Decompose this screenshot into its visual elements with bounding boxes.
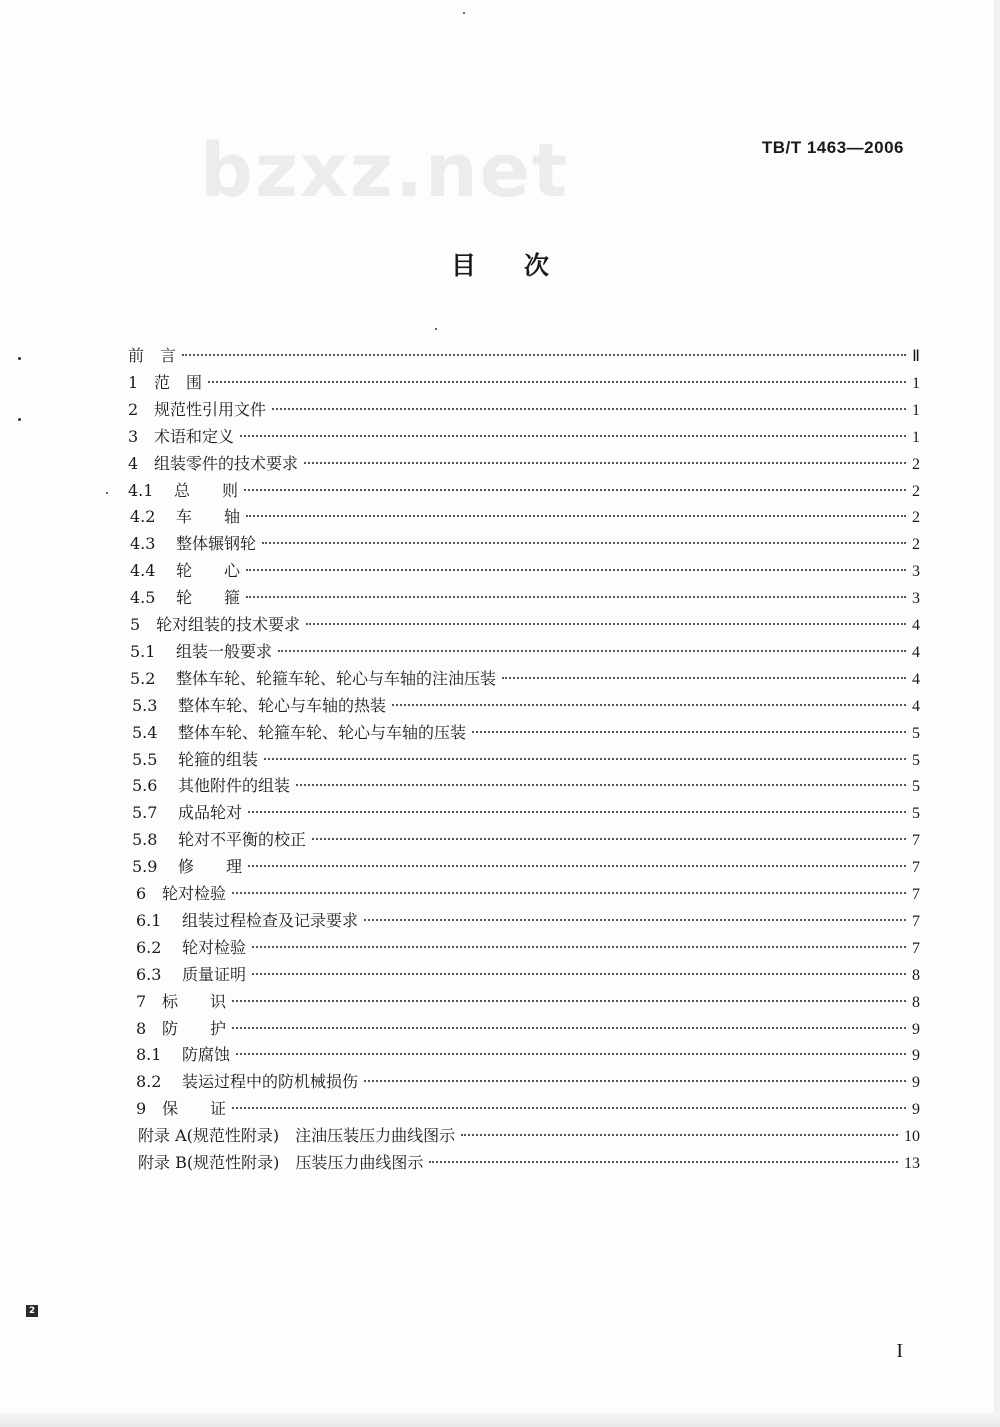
toc-entry: [136, 1042, 920, 1068]
toc-entry-page: Ⅱ: [912, 348, 920, 365]
toc-entry: [132, 773, 920, 799]
scan-edge-bottom: [0, 1413, 1000, 1427]
toc-dot-leader: [232, 1107, 906, 1109]
toc-dot-leader: [244, 489, 906, 491]
toc-entry: [128, 370, 920, 396]
toc-entry-number: 4.5: [130, 588, 156, 607]
toc-entry-number: 5.8: [132, 830, 158, 849]
toc-dot-leader: [248, 811, 906, 813]
toc-dot-leader: [306, 623, 906, 625]
toc-entry-page: 2: [912, 509, 920, 526]
toc-dot-leader: [246, 569, 906, 571]
toc-entry-page: 1: [912, 375, 920, 392]
toc-entry-number: 1: [128, 373, 139, 392]
toc-entry: [138, 1123, 920, 1149]
toc-dot-leader: [272, 408, 906, 410]
toc-dot-leader: [472, 731, 906, 733]
toc-entry-title: 整体车轮、轮箍车轮、轮心与车轴的注油压装: [176, 669, 497, 688]
toc-entry: [130, 585, 920, 611]
toc-entry-title: 轮箍的组装: [178, 750, 259, 769]
toc-entry-title: 质量证明: [182, 965, 247, 984]
toc-entry-page: 3: [912, 563, 920, 580]
toc-entry-number: 4.4: [130, 561, 156, 580]
toc-entry-page: 7: [912, 913, 920, 930]
toc-dot-leader: [364, 919, 906, 921]
toc-entry-number: 6.2: [136, 938, 162, 957]
toc-entry-title: 轮 心: [176, 561, 241, 580]
toc-dot-leader: [232, 892, 906, 894]
toc-entry-page: 4: [912, 671, 920, 688]
toc-entry-number: 5.2: [130, 669, 156, 688]
toc-entry-number: 2: [128, 400, 139, 419]
toc-entry-title: 轮 箍: [176, 588, 241, 607]
toc-entry-title: 组装一般要求: [176, 642, 273, 661]
toc-entry-page: 1: [912, 429, 920, 446]
toc-entry-number: 5.4: [132, 723, 158, 742]
toc-entry-title: 轮对组装的技术要求: [156, 615, 301, 634]
toc-entry-page: 9: [912, 1021, 920, 1038]
toc-entry: [128, 343, 920, 369]
toc-entry-page: 4: [912, 698, 920, 715]
watermark: bzxz.net: [200, 128, 570, 214]
toc-dot-leader: [246, 515, 906, 517]
toc-entry: [128, 424, 920, 450]
toc-entry-page: 13: [904, 1155, 920, 1172]
toc-entry-page: 2: [912, 483, 920, 500]
toc-entry: [132, 720, 920, 746]
toc-entry-number: 7: [136, 992, 147, 1011]
toc-entry: [130, 612, 920, 638]
toc-entry-page: 7: [912, 886, 920, 903]
toc-entry: [130, 639, 920, 665]
toc-dot-leader: [461, 1134, 898, 1136]
toc-entry-number: 5.3: [132, 696, 158, 715]
toc-entry-number: 4.2: [130, 507, 156, 526]
toc-entry-title: 标 识: [162, 992, 227, 1011]
toc-entry-page: 2: [912, 456, 920, 473]
toc-entry: [132, 747, 920, 773]
toc-entry: [130, 504, 920, 530]
toc-dot-leader: [246, 596, 906, 598]
toc-entry-page: 9: [912, 1074, 920, 1091]
toc-entry: [136, 881, 920, 907]
toc-entry-number: 5.5: [132, 750, 158, 769]
toc-entry-title: 轮对检验: [162, 884, 227, 903]
page-number: I: [896, 1340, 903, 1362]
toc-entry: [132, 854, 920, 880]
toc-entry-title: 组装零件的技术要求: [154, 454, 299, 473]
toc-entry-title: 修 理: [178, 857, 243, 876]
toc-dot-leader: [208, 381, 906, 383]
toc-entry-title: 前 言: [128, 346, 177, 365]
toc-dot-leader: [232, 1027, 906, 1029]
toc-entry: [136, 908, 920, 934]
toc-entry-title: 规范性引用文件: [154, 400, 267, 419]
toc-entry-number: 5: [130, 615, 141, 634]
toc-entry-number: 8.1: [136, 1045, 162, 1064]
toc-dot-leader: [252, 946, 906, 948]
toc-entry-page: 4: [912, 617, 920, 634]
toc-entry: [130, 531, 920, 557]
toc-entry-page: 9: [912, 1101, 920, 1118]
scan-edge-right: [994, 0, 1000, 1427]
toc-entry: [132, 693, 920, 719]
toc-entry-title: 保 证: [162, 1099, 227, 1118]
toc-dot-leader: [312, 838, 906, 840]
toc-entry-title: 整体车轮、轮箍车轮、轮心与车轴的压装: [178, 723, 467, 742]
toc-entry-page: 3: [912, 590, 920, 607]
toc-dot-leader: [392, 704, 906, 706]
toc-entry: [128, 478, 920, 504]
toc-entry-title: 装运过程中的防机械损伤: [182, 1072, 359, 1091]
toc-entry-title: 整体车轮、轮心与车轴的热装: [178, 696, 387, 715]
toc-entry: [132, 800, 920, 826]
toc-entry: [130, 666, 920, 692]
corner-mark: 2: [26, 1305, 38, 1317]
toc-entry: [136, 962, 920, 988]
scan-speck: [106, 492, 108, 494]
toc-entry-title: 轮对不平衡的校正: [178, 830, 307, 849]
standard-number: TB/T 1463—2006: [761, 138, 904, 157]
toc-entry-title: 轮对检验: [182, 938, 247, 957]
toc-entry-title: 附录 A(规范性附录) 注油压装压力曲线图示: [138, 1126, 456, 1145]
toc-entry-title: 组装过程检查及记录要求: [182, 911, 359, 930]
toc-entry-page: 5: [912, 725, 920, 742]
toc-entry-page: 5: [912, 752, 920, 769]
toc-entry-page: 7: [912, 832, 920, 849]
toc-entry-number: 5.6: [132, 776, 158, 795]
toc-entry-page: 5: [912, 805, 920, 822]
toc-entry-number: 5.1: [130, 642, 156, 661]
toc-entry-title: 车 轴: [176, 507, 241, 526]
scan-speck: [463, 12, 465, 14]
toc-entry-number: 6.1: [136, 911, 162, 930]
toc-entry-number: 3: [128, 427, 139, 446]
page-title: 目次: [450, 251, 597, 280]
scan-speck: [18, 418, 21, 421]
toc-entry-page: 4: [912, 644, 920, 661]
toc-dot-leader: [236, 1053, 906, 1055]
toc-entry: [128, 451, 920, 477]
toc-entry: [136, 935, 920, 961]
toc-entry-number: 6: [136, 884, 147, 903]
toc-entry-number: 4.3: [130, 534, 156, 553]
toc-entry-number: 5.9: [132, 857, 158, 876]
toc-entry-title: 其他附件的组装: [178, 776, 291, 795]
toc-dot-leader: [264, 758, 906, 760]
toc-dot-leader: [429, 1161, 898, 1163]
toc-entry-number: 4: [128, 454, 139, 473]
toc-entry-page: 10: [904, 1128, 920, 1145]
toc-entry-number: 9: [136, 1099, 147, 1118]
toc-entry-title: 整体辗钢轮: [176, 534, 257, 553]
scan-speck: [435, 328, 437, 330]
toc-entry-number: 6.3: [136, 965, 162, 984]
toc-entry-title: 防腐蚀: [182, 1045, 231, 1064]
toc-dot-leader: [278, 650, 906, 652]
toc-entry-page: 8: [912, 967, 920, 984]
toc-entry: [128, 397, 920, 423]
toc-entry-title: 术语和定义: [154, 427, 235, 446]
toc-dot-leader: [252, 973, 906, 975]
toc-entry-title: 范 围: [154, 373, 203, 392]
toc-entry: [136, 1016, 920, 1042]
toc-entry-number: 4.1: [128, 481, 154, 500]
toc-entry-page: 5: [912, 778, 920, 795]
toc-entry-page: 7: [912, 940, 920, 957]
toc-entry-title: 防 护: [162, 1019, 227, 1038]
toc-entry-number: 8.2: [136, 1072, 162, 1091]
toc-dot-leader: [248, 865, 906, 867]
toc-dot-leader: [502, 677, 906, 679]
toc-entry-page: 9: [912, 1047, 920, 1064]
toc-entry-title: 成品轮对: [178, 803, 243, 822]
toc-entry-page: 8: [912, 994, 920, 1011]
toc-entry-page: 2: [912, 536, 920, 553]
toc-entry-title: 附录 B(规范性附录) 压装压力曲线图示: [138, 1153, 424, 1172]
toc-entry: [138, 1150, 920, 1176]
toc-dot-leader: [364, 1080, 906, 1082]
toc-entry-title: 总 则: [174, 481, 239, 500]
toc-dot-leader: [240, 435, 906, 437]
toc-entry: [136, 989, 920, 1015]
toc-entry: [136, 1096, 920, 1122]
toc-entry-number: 8: [136, 1019, 147, 1038]
toc-dot-leader: [296, 784, 906, 786]
toc-dot-leader: [262, 542, 906, 544]
toc-entry: [136, 1069, 920, 1095]
toc-dot-leader: [304, 462, 906, 464]
scan-speck: [18, 357, 21, 360]
toc-entry: [130, 558, 920, 584]
toc-entry-page: 7: [912, 859, 920, 876]
toc-dot-leader: [232, 1000, 906, 1002]
toc-entry-number: 5.7: [132, 803, 158, 822]
toc-entry-page: 1: [912, 402, 920, 419]
toc-entry: [132, 827, 920, 853]
toc-dot-leader: [182, 354, 906, 356]
